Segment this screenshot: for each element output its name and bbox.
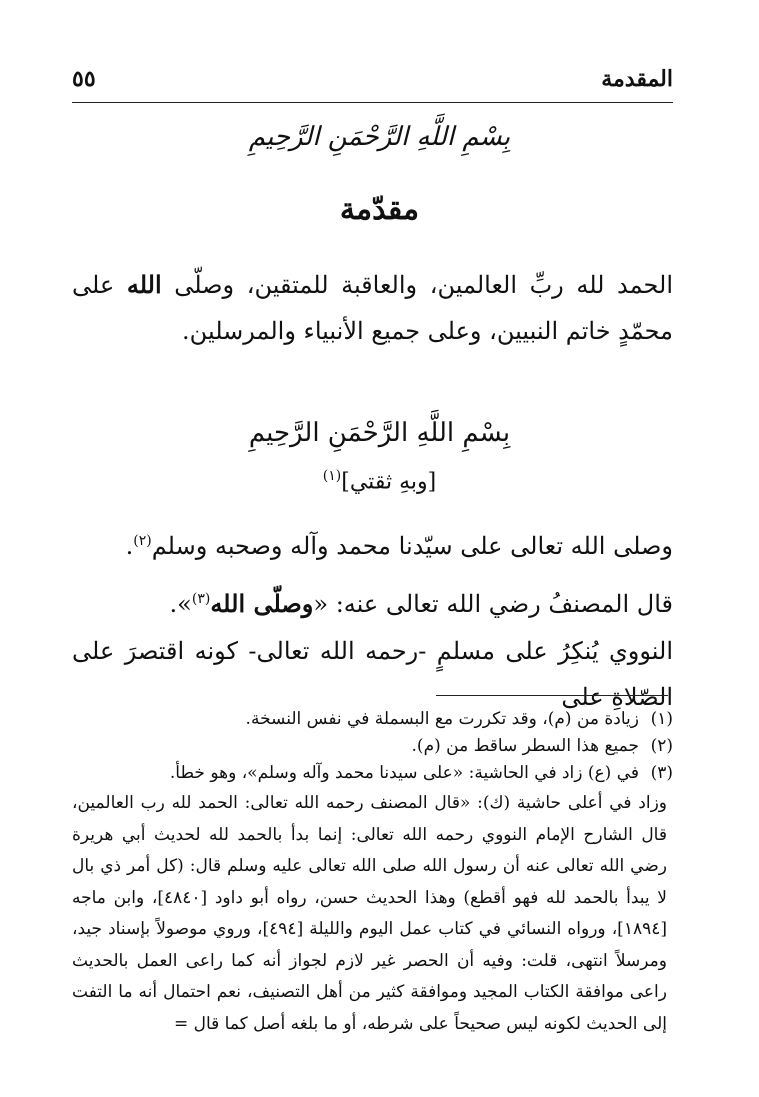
footnote-ref-1: (١): [322, 468, 342, 484]
basmala: بِسْمِ اللَّهِ الرَّحْمَنِ الرَّحِيمِ: [248, 418, 511, 448]
author-said-bold: وصلّى الله: [210, 589, 314, 618]
nawawi-line: النووي يُنكِرُ على مسلمٍ -رحمه الله تعالى- كونه اقتصرَ على الصّلاةِ على: [72, 637, 673, 711]
footnote-ref-2: (٢): [133, 533, 152, 549]
salutation-end: .: [125, 532, 134, 560]
intro-text-2: على محمّدٍ خاتم النبيين، وعلى جميع الأنبياء والمرسلين.: [72, 271, 673, 345]
intro-paragraph: [72, 262, 673, 354]
footnote-text: جميع هذا السطر ساقط من (م).: [411, 736, 639, 756]
trust-text: [وبهِ ثقتي]: [341, 469, 437, 495]
author-said-text-2: ».: [169, 590, 192, 618]
footnote-number: (٢): [650, 736, 673, 756]
trust-line: [0, 468, 759, 494]
page-header: [72, 62, 673, 103]
salutation-line: [72, 518, 673, 569]
footnote-1: [72, 706, 673, 733]
footnote-text: في (ع) زاد في الحاشية: «على سيدنا محمد وآله وسلم»، وهو خطأ.: [169, 763, 639, 783]
section-title: مقدّمة: [339, 192, 420, 227]
intro-text-1: الحمد لله ربِّ العالمين، والعاقبة للمتقين، وصلّى: [161, 271, 673, 299]
intro-bold: الله: [126, 270, 162, 299]
footnote-separator: [436, 695, 668, 696]
footnote-2: [72, 733, 673, 760]
basmala-ornament: بِسْمِ اللَّهِ الرَّحْمَنِ الرَّحِيمِ: [248, 122, 511, 152]
author-said-line: [72, 576, 673, 627]
footnote-number: (٣): [650, 763, 673, 783]
salutation-text: وصلى الله تعالى على سيّدنا محمد وآله وصحبه وسلم: [151, 532, 673, 560]
footnote-ref-3: (٣): [191, 591, 211, 607]
footnote-number: (١): [650, 709, 673, 729]
page-number: ٥٥: [72, 66, 96, 92]
author-said-text-1: قال المصنفُ رضي الله تعالى عنه: «: [313, 590, 673, 618]
running-title: المقدمة: [601, 66, 673, 92]
footnote-3: [72, 760, 673, 787]
footnote-continuation: وزاد في أعلى حاشية (ك): «قال المصنف رحمه الله تعالى: الحمد لله رب العالمين، قال الشارح الإمام النووي رحمه الله تعالى: إنما بدأ بالحمد لله لحديث أبي هريرة رضي الله تعالى عنه أن رسول الله صلى الله تعالى عليه وسلم قال: (كل أمر ذي بال لا يبدأ بالحمد لله فهو أقطع) وهذا الحديث حسن، رواه أبو داود [٤٨٤٠]، وابن ماجه [١٨٩٤]، ورواه النسائي في كتاب عمل اليوم والليلة [٤٩٤]، وروي موصولاً بإسناد جيد، ومرسلاً انتهى، قلت: وفيه أن الحصر غير لازم لجواز أنه كما راعى العمل بالحديث راعى موافقة الكتاب المجيد وموافقة كثير من أهل التصنيف، نعم احتمال أنه ما التفت إلى الحديث لكونه ليس صحيحاً على شرطه، أو ما بلغه أصل كما قال =: [72, 793, 668, 1034]
footnote-text: زيادة من (م)، وقد تكررت مع البسملة في نفس النسخة.: [245, 709, 639, 729]
